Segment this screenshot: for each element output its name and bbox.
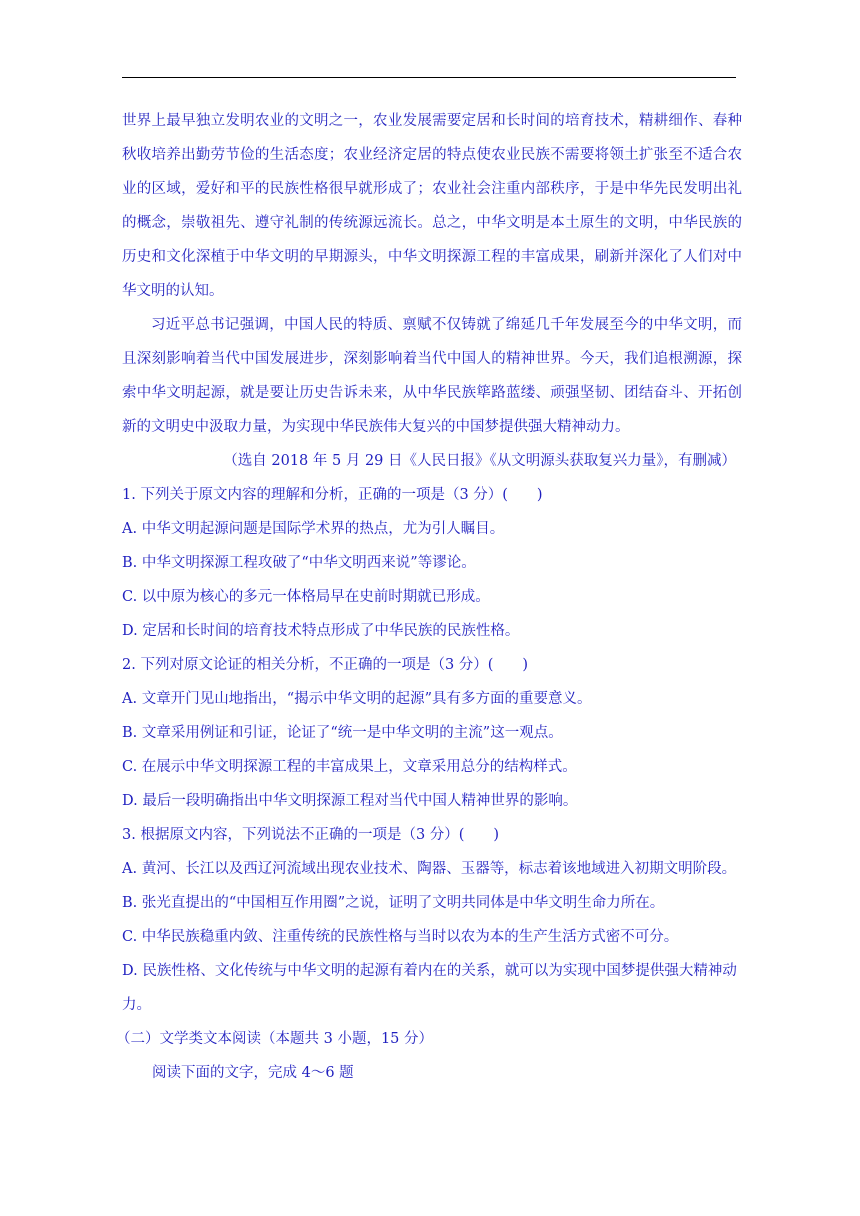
question-2-stem: 2. 下列对原文论证的相关分析，不正确的一项是（3 分）( ) <box>122 657 529 673</box>
paragraph-2: 习近平总书记强调，中国人民的特质、禀赋不仅铸就了绵延几千年发展至今的中华文明，而且深刻影响着当代中国发展进步，深刻影响着当代中国人的精神世界。今天，我们追根溯源，探索中华文明起源，就是要让历史告诉未来，从中华民族筚路蓝缕、顽强坚韧、团结奋斗、开拓创新的文明史中汲取力量，为实现中华民族伟大复兴的中国梦提供强大精神动力。 <box>122 317 742 435</box>
question-1-option-b: B. 中华文明探源工程攻破了“中华文明西来说”等谬论。 <box>122 555 476 571</box>
question-2-option-c: C. 在展示中华文明探源工程的丰富成果上，文章采用总分的结构样式。 <box>122 759 577 775</box>
question-2 <box>122 648 742 818</box>
header-rule <box>122 77 736 78</box>
question-3 <box>122 818 742 1022</box>
section-title: （二）文学类文本阅读（本题共 3 小题，15 分） <box>116 1031 434 1047</box>
question-3-stem: 3. 根据原文内容，下列说法不正确的一项是（3 分）( ) <box>122 827 500 843</box>
question-3-option-d: D. 民族性格、文化传统与中华文明的起源有着内在的关系，就可以为实现中国梦提供强大精神动力。 <box>122 963 737 1013</box>
section-instruction: 阅读下面的文字，完成 4～6 题 <box>152 1065 354 1081</box>
content-body <box>116 104 742 1090</box>
question-1-option-a: A. 中华文明起源问题是国际学术界的热点，尤为引人瞩目。 <box>122 521 505 537</box>
source-citation: （选自 2018 年 5 月 29 日《人民日报》《从文明源头获取复兴力量》，有删减） <box>223 453 736 469</box>
question-1 <box>122 478 742 648</box>
paragraph-1: 世界上最早独立发明农业的文明之一，农业发展需要定居和长时间的培育技术，精耕细作、春种秋收培养出勤劳节俭的生活态度；农业经济定居的特点使农业民族不需要将领土扩张至不适合农业的区域，爱好和平的民族性格很早就形成了；农业社会注重内部秩序，于是中华先民发明出礼的概念，崇敬祖先、遵守礼制的传统源远流长。总之，中华文明是本土原生的文明，中华民族的历史和文化深植于中华文明的早期源头，中华文明探源工程的丰富成果，刷新并深化了人们对中华文明的认知。 <box>122 113 742 299</box>
question-3-option-b: B. 张光直提出的“中国相互作用圈”之说，证明了文明共同体是中华文明生命力所在。 <box>122 895 665 911</box>
question-1-option-c: C. 以中原为核心的多元一体格局早在史前时期就已形成。 <box>122 589 490 605</box>
question-1-option-d: D. 定居和长时间的培育技术特点形成了中华民族的民族性格。 <box>122 623 520 639</box>
question-2-option-a: A. 文章开门见山地指出，“揭示中华文明的起源”具有多方面的重要意义。 <box>122 691 592 707</box>
question-2-option-b: B. 文章采用例证和引证，论证了“统一是中华文明的主流”这一观点。 <box>122 725 563 741</box>
question-3-option-c: C. 中华民族稳重内敛、注重传统的民族性格与当时以农为本的生产生活方式密不可分。 <box>122 929 679 945</box>
question-3-option-a: A. 黄河、长江以及西辽河流域出现农业技术、陶器、玉器等，标志着该地域进入初期文明阶段。 <box>122 861 737 877</box>
question-1-stem: 1. 下列关于原文内容的理解和分析，正确的一项是（3 分）( ) <box>122 487 543 503</box>
question-2-option-d: D. 最后一段明确指出中华文明探源工程对当代中国人精神世界的影响。 <box>122 793 578 809</box>
